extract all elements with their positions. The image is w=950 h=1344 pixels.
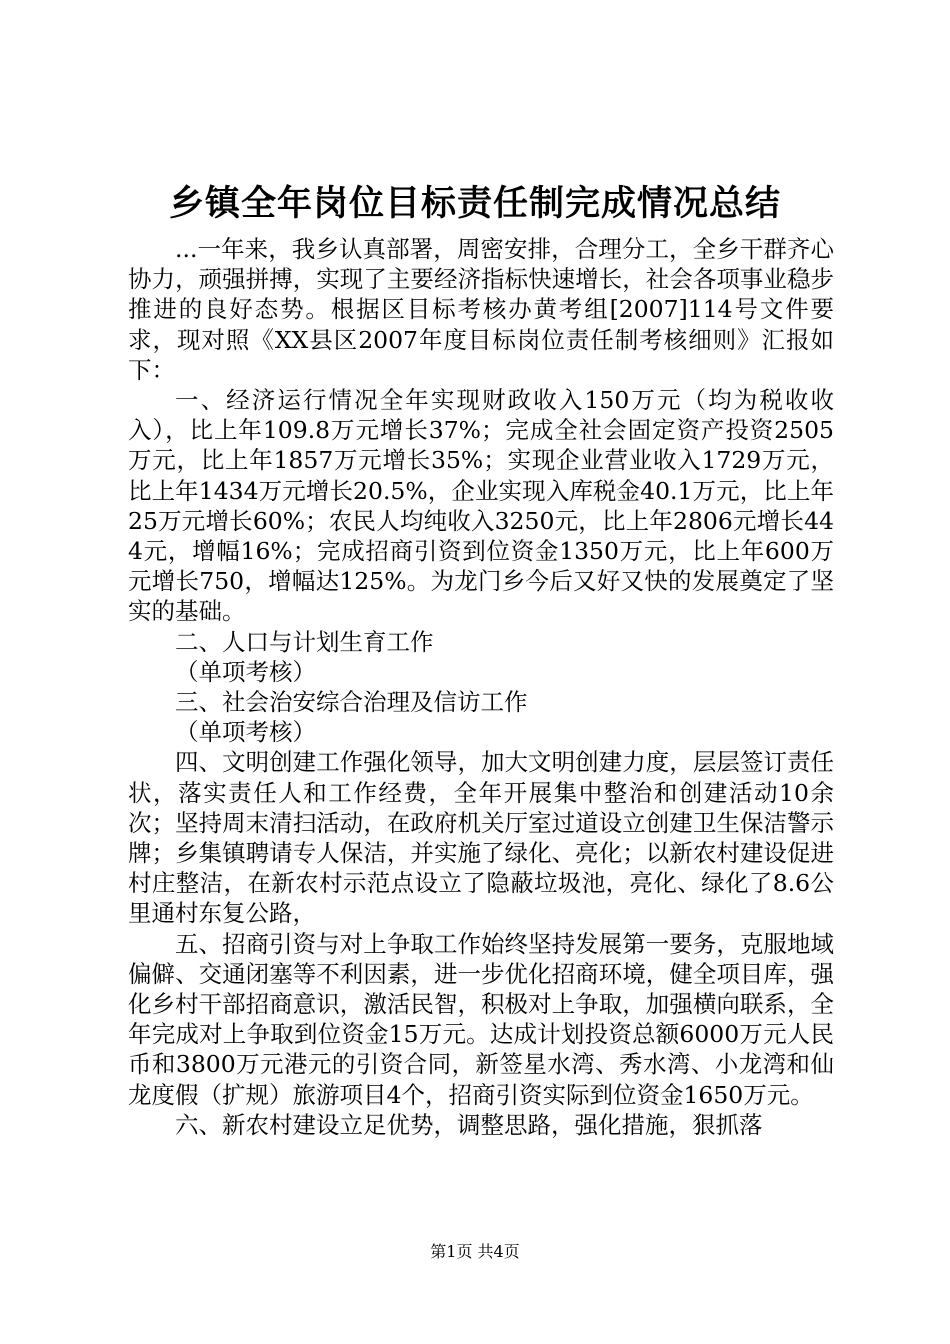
paragraph-civilization: 四、文明创建工作强化领导，加大文明创建力度，层层签订责任状，落实责任人和工作经费，全年开展集中整治和创建活动10余次；坚持周末清扫活动，在政府机关厅室过道设立创建卫生保洁警示牌；乡集镇聘请专人保洁，并实施了绿化、亮化；以新农村建设促进村庄整洁，在新农村示范点设立了隐蔽垃圾池，亮化、绿化了8.6公里通村东复公路， [128,748,834,928]
document-body [128,234,834,1140]
paragraph-new-countryside: 六、新农村建设立足优势，调整思路，强化措施，狠抓落 [175,1110,763,1139]
paragraph-single-assessment: （单项考核） [175,718,316,747]
paragraph-population-heading: 二、人口与计划生育工作 [175,627,434,656]
paragraph-intro: ...一年来，我乡认真部署，周密安排，合理分工，全乡干群齐心协力，顽强拼搏，实现了主要经济指标快速增长，社会各项事业稳步推进的良好态势。根据区目标考核办黄考组[2007]114号文件要求，现对照《XX县区2007年度目标岗位责任制考核细则》汇报如下： [128,235,834,384]
paragraph-security-heading: 三、社会治安综合治理及信访工作 [175,688,528,717]
paragraph-single-assessment: （单项考核） [175,657,316,686]
paragraph-economy: 一、经济运行情况全年实现财政收入150万元（均为税收收入），比上年109.8万元增长37%；完成全社会固定资产投资2505万元，比上年1857万元增长35%；实现企业营业收入1729万元，比上年1434万元增长20.5%，企业实现入库税金40.1万元，比上年25万元增长60%；农民人均纯收入3250元，比上年2806元增长444元，增幅16%；完成招商引资到位资金1350万元，比上年600万元增长750，增幅达125%。为龙门乡今后又好又快的发展奠定了坚实的基础。 [128,386,834,626]
paragraph-investment: 五、招商引资与对上争取工作始终坚持发展第一要务，克服地域偏僻、交通闭塞等不利因素，进一步优化招商环境，健全项目库，强化乡村干部招商意识，激活民智，积极对上争取，加强横向联系，全年完成对上争取到位资金15万元。达成计划投资总额6000万元人民币和3800万元港元的引资合同，新签星水湾、秀水湾、小龙湾和仙龙度假（扩规）旅游项目4个，招商引资实际到位资金1650万元。 [128,929,834,1109]
page-footer: 第1页 共4页 [430,1242,520,1261]
document-title: 乡镇全年岗位目标责任制完成情况总结 [168,184,781,224]
